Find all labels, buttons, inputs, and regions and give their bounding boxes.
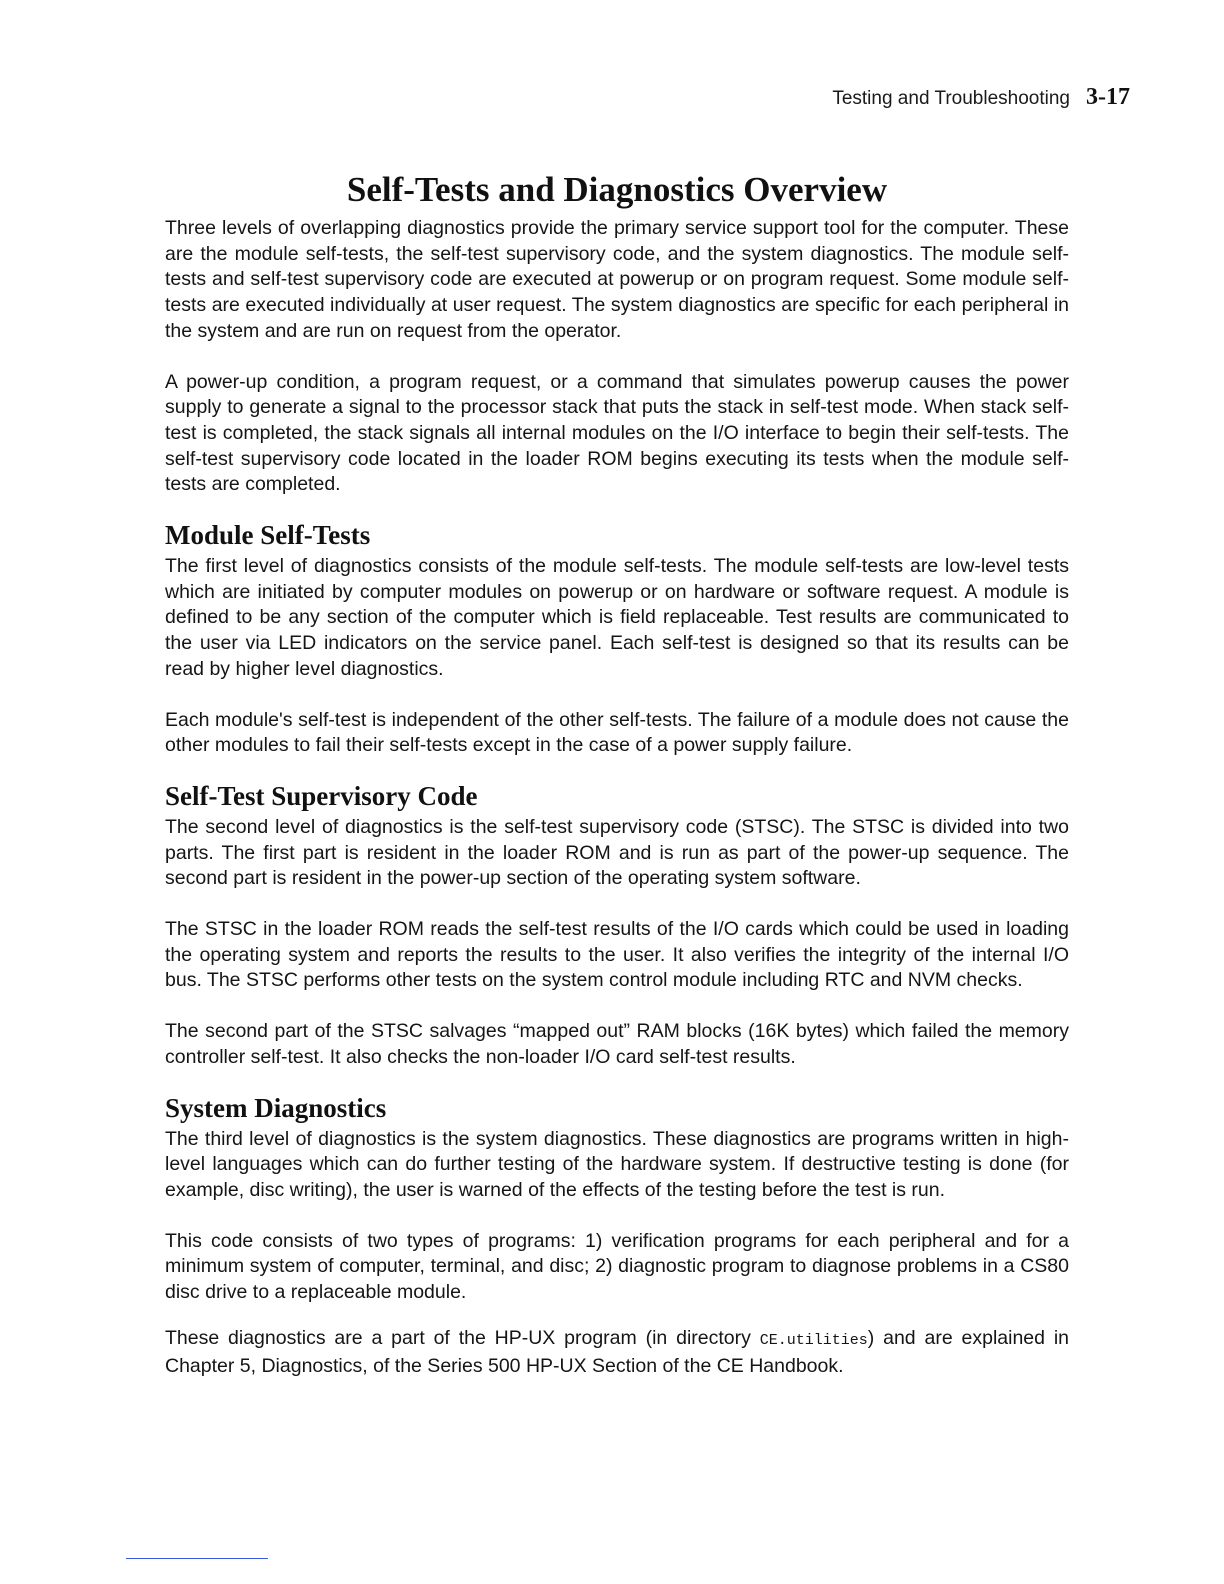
section-heading: Module Self-Tests <box>165 520 371 551</box>
body-paragraph: This code consists of two types of programs: 1) verification programs for each peripheral and for a minimum system of computer, terminal, and disc; 2) diagnostic program to diagnose problems in a CS80 disc drive to a replaceable module. <box>165 1229 1069 1304</box>
intro-paragraph: A power-up condition, a program request, or a command that simulates powerup causes the power supply to generate a signal to the processor stack that puts the stack in self-test mode. When stack self-test is completed, the stack signals all internal modules on the I/O interface to begin their self-tests. The self-test supervisory code located in the loader ROM begins executing its tests when the module self-tests are completed. <box>165 370 1069 496</box>
section-heading: System Diagnostics <box>165 1092 387 1123</box>
running-header <box>832 84 1130 111</box>
footer-rule <box>126 1558 268 1559</box>
directory-name: CE.utilities <box>759 1331 868 1349</box>
final-paragraph <box>165 1326 1069 1379</box>
page-title: Self-Tests and Diagnostics Overview <box>346 170 888 209</box>
body-paragraph: The second part of the STSC salvages “mapped out” RAM blocks (16K bytes) which failed the memory controller self-test. It also checks the non-loader I/O card self-test results. <box>165 1020 1069 1068</box>
body-paragraph: Each module's self-test is independent of the other self-tests. The failure of a module does not cause the other modules to fail their self-tests except in the case of a power supply failure. <box>165 708 1069 757</box>
page-body <box>165 168 1069 1379</box>
section-self-test-supervisory-code <box>165 779 1069 1071</box>
intro-paragraph: Three levels of overlapping diagnostics provide the primary service support tool for the computer. These are the module self-tests, the self-test supervisory code, and the system diagnostics. The module self-tests and self-test supervisory code are executed at powerup or on program request. Some module self-tests are executed individually at user request. The system diagnostics are specific for each peripheral in the system and are run on request from the operator. <box>165 217 1069 342</box>
page-number: 3-17 <box>1086 84 1130 110</box>
section-module-self-tests <box>165 518 1069 759</box>
section-heading: Self-Test Supervisory Code <box>165 780 478 811</box>
body-paragraph: The third level of diagnostics is the system diagnostics. These diagnostics are programs written in high-level languages which can do further testing of the hardware system. If destructive testing is done (for example, disc writing), the user is warned of the effects of the testing before the test is run. <box>165 1127 1069 1201</box>
body-paragraph: The STSC in the loader ROM reads the self-test results of the I/O cards which could be used in loading the operating system and reports the results to the user. It also verifies the integrity of the internal I/O bus. The STSC performs other tests on the system control module including RTC and NVM checks. <box>165 918 1069 992</box>
final-paragraph-end: ) and are explained in Chapter 5, Diagnostics, of the Series 500 HP-UX Section of the CE Handbook. <box>165 1326 1070 1377</box>
intro-block <box>165 216 1069 498</box>
section-system-diagnostics <box>165 1091 1069 1380</box>
running-header-section: Testing and Troubleshooting <box>832 88 1070 109</box>
final-paragraph-start: These diagnostics are a part of the HP-UX program (in directory <box>165 1326 760 1349</box>
body-paragraph: The second level of diagnostics is the self-test supervisory code (STSC). The STSC is divided into two parts. The first part is resident in the loader ROM and is run as part of the power-up sequence. The second part is resident in the power-up section of the operating system software. <box>165 815 1069 890</box>
body-paragraph: The first level of diagnostics consists of the module self-tests. The module self-tests are low-level tests which are initiated by computer modules on powerup or on hardware or software request. A module is defined to be any section of the computer which is field replaceable. Test results are communicated to the user via LED indicators on the service panel. Each self-test is designed so that its results can be read by higher level diagnostics. <box>165 555 1069 680</box>
